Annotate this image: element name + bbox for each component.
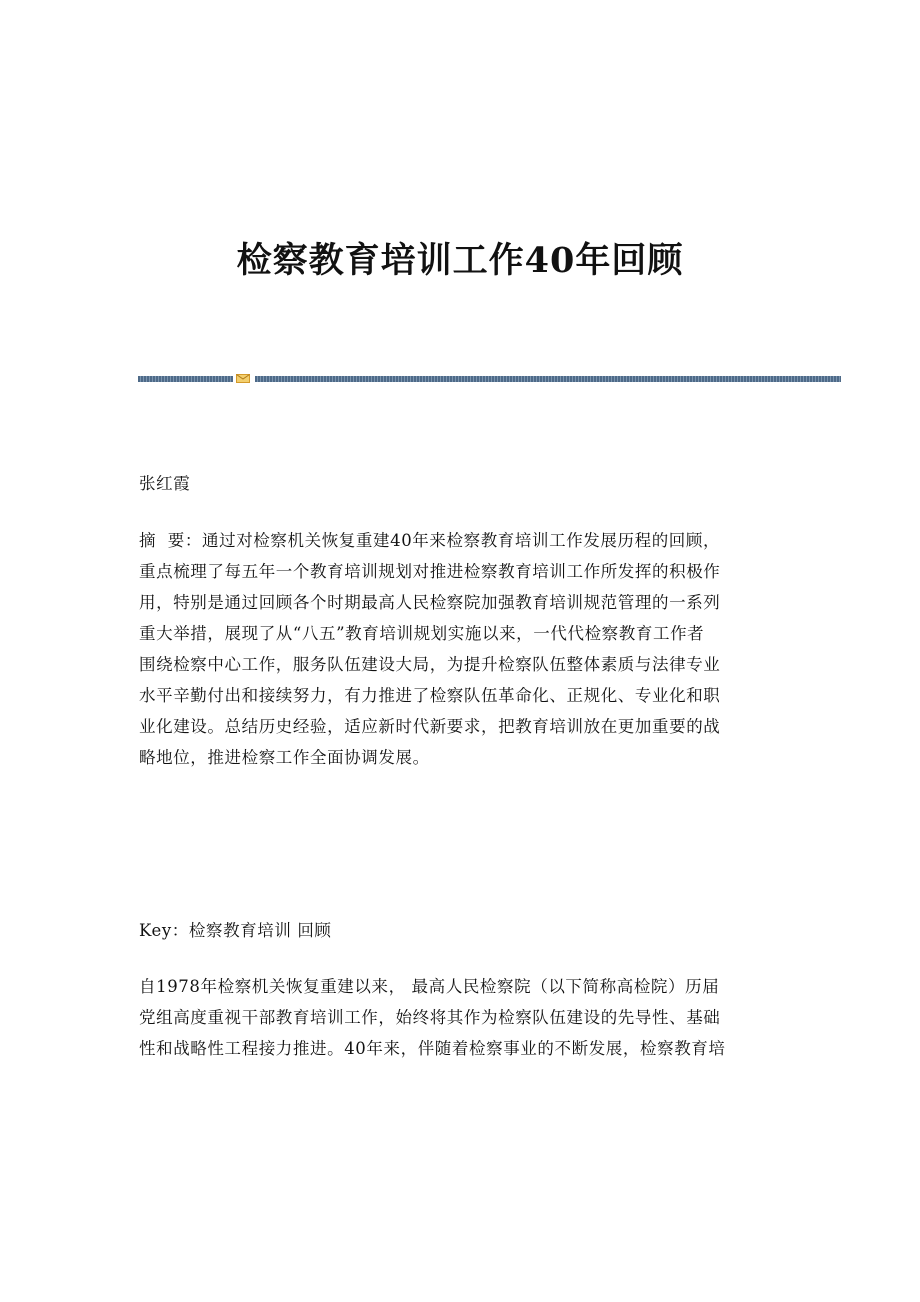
body-line: 党组高度重视干部教育培训工作，始终将其作为检察队伍建设的先导性、基础 bbox=[139, 1008, 721, 1027]
abstract-line: 略地位，推进检察工作全面协调发展。 bbox=[139, 748, 430, 767]
body-line: 性和战略性工程接力推进。40年来，伴随着检察事业的不断发展，检察教育培 bbox=[139, 1039, 726, 1058]
keywords-label: Key： bbox=[139, 921, 189, 940]
abstract-line: 用，特别是通过回顾各个时期最高人民检察院加强教育培训规范管理的一系列 bbox=[139, 593, 721, 612]
abstract-paragraph bbox=[139, 525, 779, 773]
envelope-icon bbox=[236, 373, 250, 384]
author-name: 张红霞 bbox=[139, 474, 191, 493]
document-title: 检察教育培训工作40年回顾 bbox=[236, 240, 684, 282]
keywords bbox=[139, 915, 779, 946]
abstract-text: 通过对检察机关恢复重建40年来检察教育培训工作发展历程的回顾， bbox=[202, 531, 721, 550]
body-paragraph bbox=[139, 971, 779, 1064]
title-divider bbox=[138, 373, 841, 384]
abstract-line: 重点梳理了每五年一个教育培训规划对推进检察教育培训工作所发挥的积极作 bbox=[139, 562, 721, 581]
abstract-line: 业化建设。总结历史经验，适应新时代新要求，把教育培训放在更加重要的战 bbox=[139, 717, 721, 736]
divider-bar-right bbox=[255, 376, 841, 382]
divider-bar-left bbox=[138, 376, 233, 382]
body-line: 自1978年检察机关恢复重建以来， 最高人民检察院（以下简称高检院）历届 bbox=[139, 977, 720, 996]
abstract-label: 摘 要： bbox=[139, 531, 202, 550]
author-line bbox=[139, 468, 779, 499]
abstract-line: 水平辛勤付出和接续努力，有力推进了检察队伍革命化、正规化、专业化和职 bbox=[139, 686, 721, 705]
keywords-line bbox=[139, 915, 779, 946]
abstract-line: 围绕检察中心工作，服务队伍建设大局，为提升检察队伍整体素质与法律专业 bbox=[139, 655, 721, 674]
keywords-value: 检察教育培训 回顾 bbox=[188, 921, 332, 940]
abstract-line: 重大举措，展现了从“八五”教育培训规划实施以来，一代代检察教育工作者 bbox=[139, 624, 705, 643]
abstract-line bbox=[139, 525, 779, 556]
